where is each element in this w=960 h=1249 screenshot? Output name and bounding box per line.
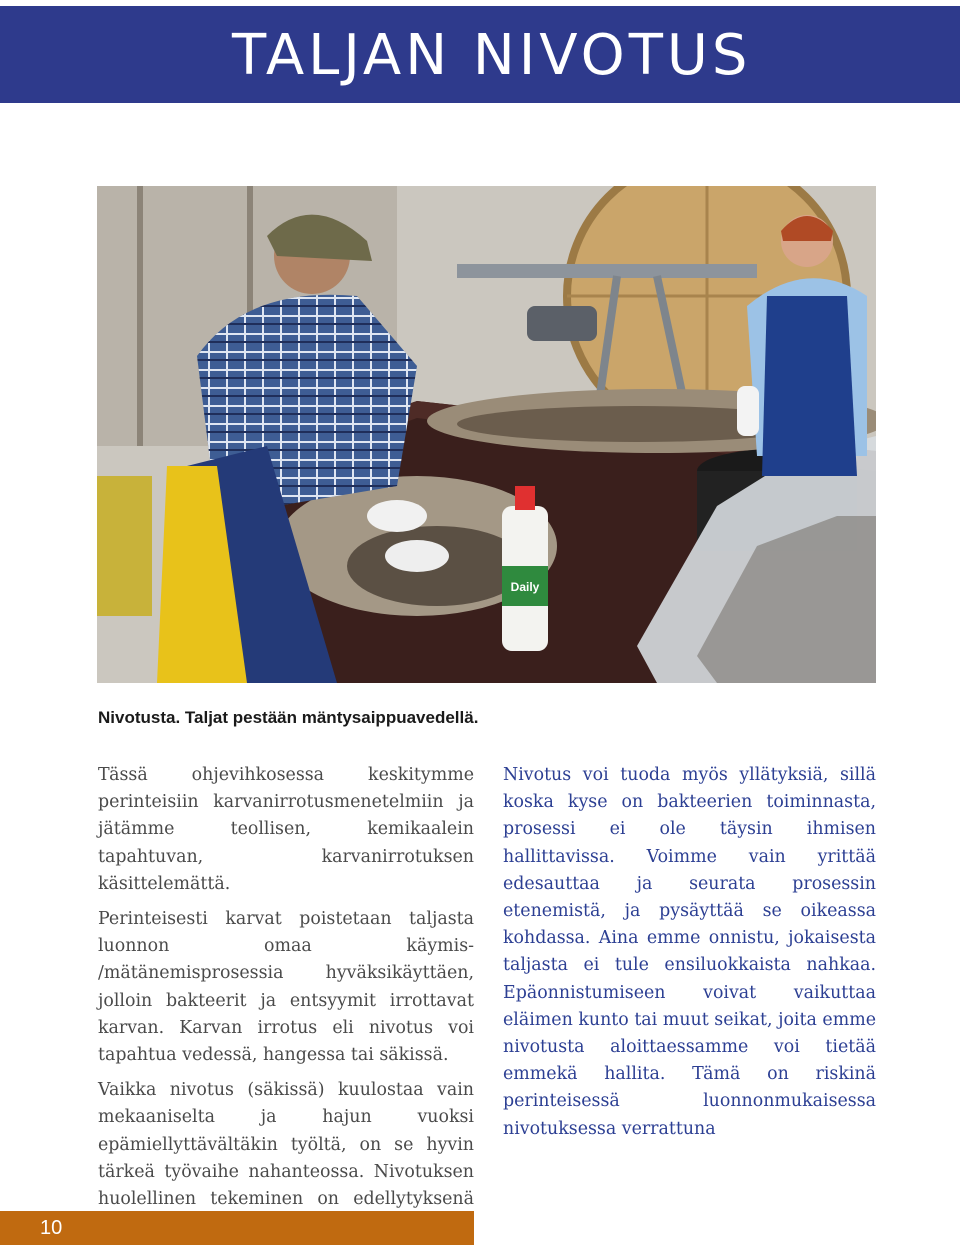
yellow-clothing: [97, 476, 152, 616]
paragraph: Vaikka nivotus (säkissä) kuulostaa vain mekaaniselta ja hajun vuoksi epämiellyttävältäkin työltä, on se hyvin tärkeä työvaihe nahanteossa. Nivotuksen huolellinen tekeminen on edellytyksenä: [98, 1080, 474, 1210]
footer-bar: [0, 1211, 474, 1245]
blue-apron: [762, 296, 857, 476]
bottle-label-text: Daily: [510, 580, 540, 594]
photo-illustration: [97, 186, 876, 683]
glove: [385, 540, 449, 572]
glove: [367, 500, 427, 532]
paragraph: Tässä ohjevihkosessa keskitymme perinteisiin karvanirrotusmenetelmiin ja jätämme teollisen, kemikaalein tapahtuvan, karvanirrotuksen käsittelemättä.: [98, 765, 474, 894]
page-number: 10: [40, 1217, 63, 1239]
title-bar: [0, 6, 960, 103]
door-frame: [137, 186, 143, 446]
paragraph: Nivotus voi tuoda myös yllätyksiä, sillä koska kyse on bakteerien toiminnasta, prosessi ei ole täysin ihmisen hallittavissa. Voimme vain yrittää edesauttaa ja seurata prosessin etenemistä, ja pysäyttää se oikeassa kohdassa. Aina emme onnistu, jokaisesta taljasta ei tule ensiluokkaista nahkaa. Epäonnistumiseen voivat vaikuttaa eläimen kunto tai muut seikat, joita emme nivotusta aloittaessamme voi tietää emmekä hallita. Tämä on riskinä perinteisessä luonnonmukaisessa nivotuksessa verrattuna: [503, 765, 876, 1139]
machine-beam: [457, 264, 757, 278]
motor: [527, 306, 597, 341]
paragraph: Perinteisesti karvat poistetaan taljasta luonnon omaa käymis- /mätänemisprosessia hyväksikäyttäen, jolloin bakteerit ja entsyymit irrottavat karvan. Karvan irrotus eli nivotus voi tapahtua vedessä, hangessa tai säkissä.: [98, 909, 474, 1066]
glove: [737, 386, 759, 436]
page-title: TALJAN NIVOTUS: [232, 23, 752, 88]
figure-caption: Nivotusta. Taljat pestään mäntysaippuavedellä.: [98, 708, 479, 727]
left-column: [98, 762, 474, 1248]
photo-hide-dehairing: [97, 186, 876, 683]
bottle-cap: [515, 486, 535, 510]
right-column: [503, 762, 876, 1151]
